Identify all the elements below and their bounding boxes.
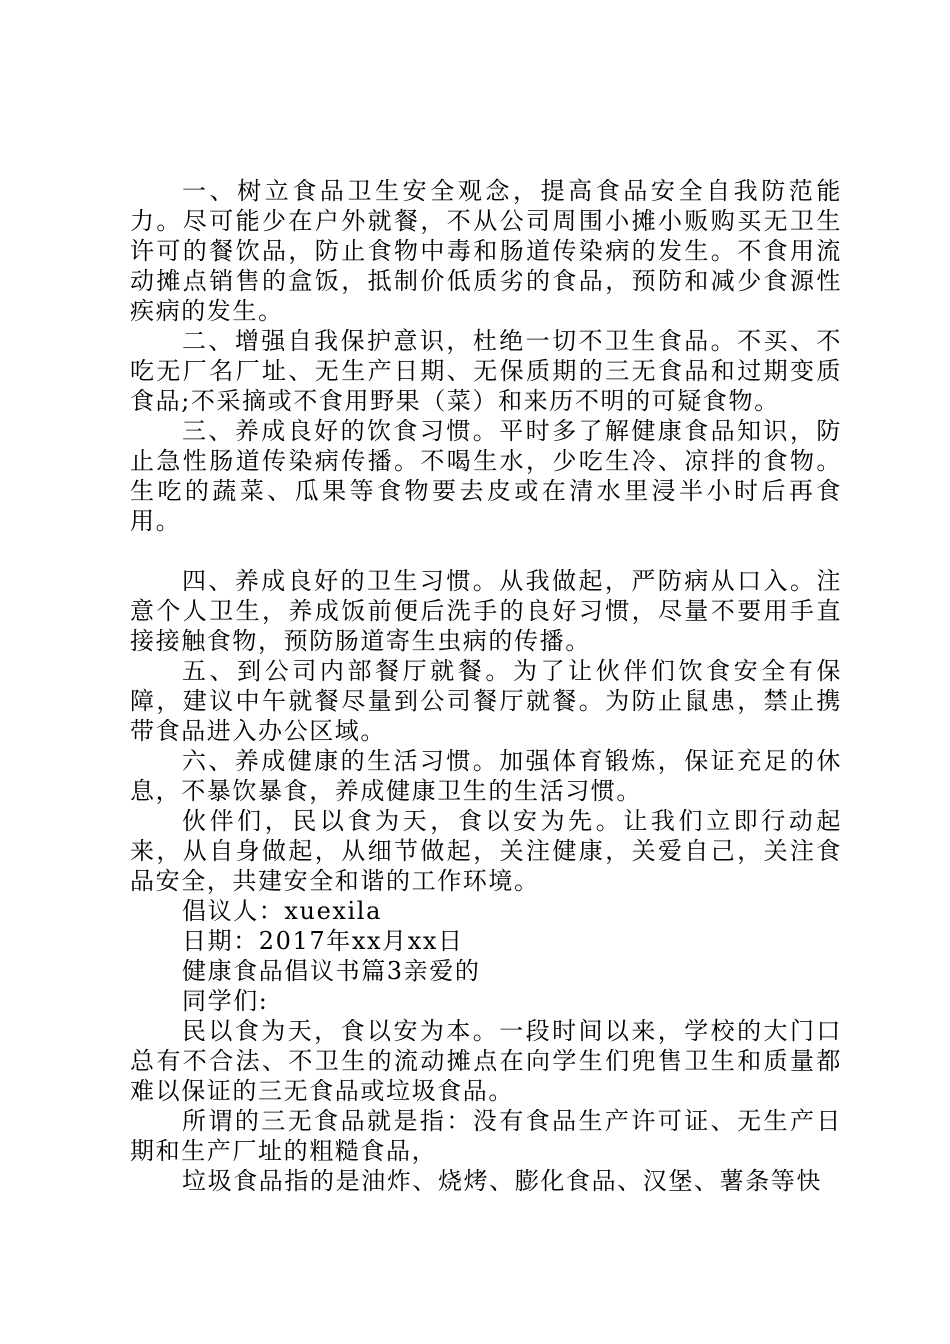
paragraph-self-protection: 二、增强自我保护意识，杜绝一切不卫生食品。不买、不吃无厂名厂址、无生产日期、无保质期的三无食品和过期变质食品;不采摘或不食用野果（菜）和来历不明的可疑食物。 [130,327,842,415]
document-body [130,176,842,1196]
paragraph-three-no-foods: 所谓的三无食品就是指：没有食品生产许可证、无生产日期和生产厂址的粗糙食品， [130,1107,842,1165]
paragraph-call-to-action: 伙伴们，民以食为天，食以安为先。让我们立即行动起来，从自身做起，从细节做起，关注健康，关爱自己，关注食品安全，共建安全和谐的工作环境。 [130,807,842,895]
section-title-line: 健康食品倡议书篇3亲爱的 [182,957,481,985]
paragraph-food-safety-awareness: 一、树立食品卫生安全观念，提高食品安全自我防范能力。尽可能少在户外就餐，不从公司周围小摊小贩购买无卫生许可的餐饮品，防止食物中毒和肠道传染病的发生。不食用流动摊点销售的盒饭，抵制价低质劣的食品，预防和减少食源性疾病的发生。 [130,177,842,325]
date-line: 日期：2017年xx月xx日 [182,927,464,955]
paragraph-healthy-lifestyle: 六、养成健康的生活习惯。加强体育锻炼，保证充足的休息，不暴饮暴食，养成健康卫生的生活习惯。 [130,747,842,805]
salutation-line: 同学们: [182,987,269,1015]
paragraph-junk-food: 垃圾食品指的是油炸、烧烤、膨化食品、汉堡、薯条等快 [182,1167,822,1195]
paragraph-eating-habits: 三、养成良好的饮食习惯。平时多了解健康食品知识，防止急性肠道传染病传播。不喝生水，少吃生冷、凉拌的食物。生吃的蔬菜、瓜果等食物要去皮或在清水里浸半小时后再食用。 [130,417,842,535]
paragraph-spacer [130,536,842,566]
paragraph-school-gate-stalls: 民以食为天，食以安为本。一段时间以来，学校的大门口总有不合法、不卫生的流动摊点在向学生们兜售卫生和质量都难以保证的三无食品或垃圾食品。 [130,1017,842,1105]
paragraph-company-canteen: 五、到公司内部餐厅就餐。为了让伙伴们饮食安全有保障，建议中午就餐尽量到公司餐厅就餐。为防止鼠患，禁止携带食品进入办公区域。 [130,657,842,745]
paragraph-hygiene-habits: 四、养成良好的卫生习惯。从我做起，严防病从口入。注意个人卫生，养成饭前便后洗手的良好习惯，尽量不要用手直接接触食物，预防肠道寄生虫病的传播。 [130,567,842,655]
initiator-line: 倡议人：xuexila [182,897,382,925]
